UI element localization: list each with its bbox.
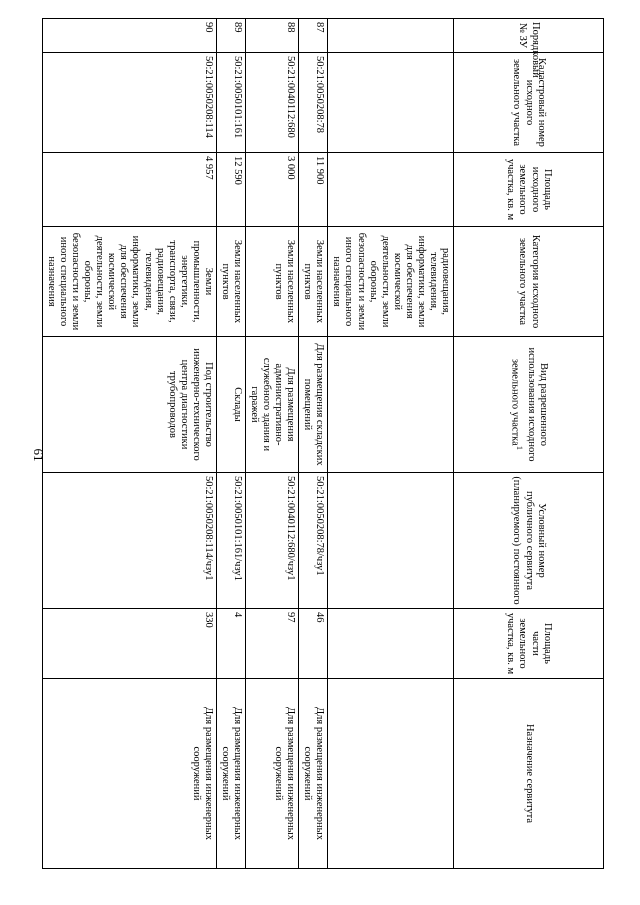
header-use-text: Вид разрешенного использования исходного земельного участка [509, 347, 549, 462]
page-number: 61 [31, 448, 46, 462]
cell-category: Земли промышленности, энергетики, транспорта, связи, радиовещания, телевидения, информатики, земли для обеспечения космической деятельности, земли обороны, безопасности и земли иного специального назначения [43, 227, 217, 337]
cell-servitude-number: 50:21:0050208:114/чзу1 [43, 473, 217, 609]
continued-category: радиовещания, телевидения, информатики, земли для обеспечения космической деятельности, земли обороны, безопасности и земли иного специального назначения [328, 227, 454, 337]
header-category: Категория исходного земельного участка [454, 227, 604, 337]
footnote-mark: 1 [514, 445, 525, 451]
header-use [454, 337, 604, 473]
cell-part-area: 97 [246, 609, 299, 679]
cell-category: Земли населенных пунктов [216, 227, 245, 337]
table-row [43, 19, 217, 869]
cell-use: Под строительство инженерно-технического центра диагностики трубопроводов [43, 337, 217, 473]
header-cadastral: Кадастровый номер исходного земельного участка [454, 53, 604, 153]
cell-part-area: 46 [299, 609, 328, 679]
cell-purpose: Для размещения инженерных сооружений [43, 679, 217, 869]
cell-cadastral: 50:21:0040112:680 [246, 53, 299, 153]
cell-num: 87 [299, 19, 328, 53]
cell-servitude-number: 50:21:0040112:680/чзу1 [246, 473, 299, 609]
header-servitude-number: Условный номер публичного сервитута (планируемого) постоянного [454, 473, 604, 609]
cell-purpose: Для размещения инженерных сооружений [246, 679, 299, 869]
cell-category: Земли населенных пунктов [299, 227, 328, 337]
servitude-table [42, 18, 604, 869]
cell-use: Склады [216, 337, 245, 473]
cell-servitude-number: 50:21:0050208:78/чзу1 [299, 473, 328, 609]
cell-part-area: 4 [216, 609, 245, 679]
cell-cadastral: 50:21:0050208:78 [299, 53, 328, 153]
cell-use: Для размещения складских помещений [299, 337, 328, 473]
cell-area: 4 957 [43, 153, 217, 227]
cell-part-area: 330 [43, 609, 217, 679]
table-row [299, 19, 328, 869]
cell-cadastral: 50:21:0050208:114 [43, 53, 217, 153]
cell-use: Для размещения административно-служебного здания и гаражей [246, 337, 299, 473]
header-purpose: Назначение сервитута [454, 679, 604, 869]
cell-category: Земли населенных пунктов [246, 227, 299, 337]
cell-purpose: Для размещения инженерных сооружений [299, 679, 328, 869]
cell-cadastral: 50:21:0050101:161 [216, 53, 245, 153]
header-area: Площадь исходного земельного участка, кв. м [454, 153, 604, 227]
cell-num: 89 [216, 19, 245, 53]
cell-num: 88 [246, 19, 299, 53]
cell-purpose: Для размещения инженерных сооружений [216, 679, 245, 869]
cell-num: 90 [43, 19, 217, 53]
cell-servitude-number: 50:21:0050101:161/чзу1 [216, 473, 245, 609]
table-row-continuation [328, 19, 454, 869]
table-row [216, 19, 245, 869]
rotated-table-container [46, 18, 604, 868]
cell-area: 12 590 [216, 153, 245, 227]
cell-area: 3 000 [246, 153, 299, 227]
cell-area: 11 900 [299, 153, 328, 227]
header-part-area: Площадь части земельного участка, кв. м [454, 609, 604, 679]
table-row [246, 19, 299, 869]
header-num: Порядковый № ЗУ [454, 19, 604, 53]
